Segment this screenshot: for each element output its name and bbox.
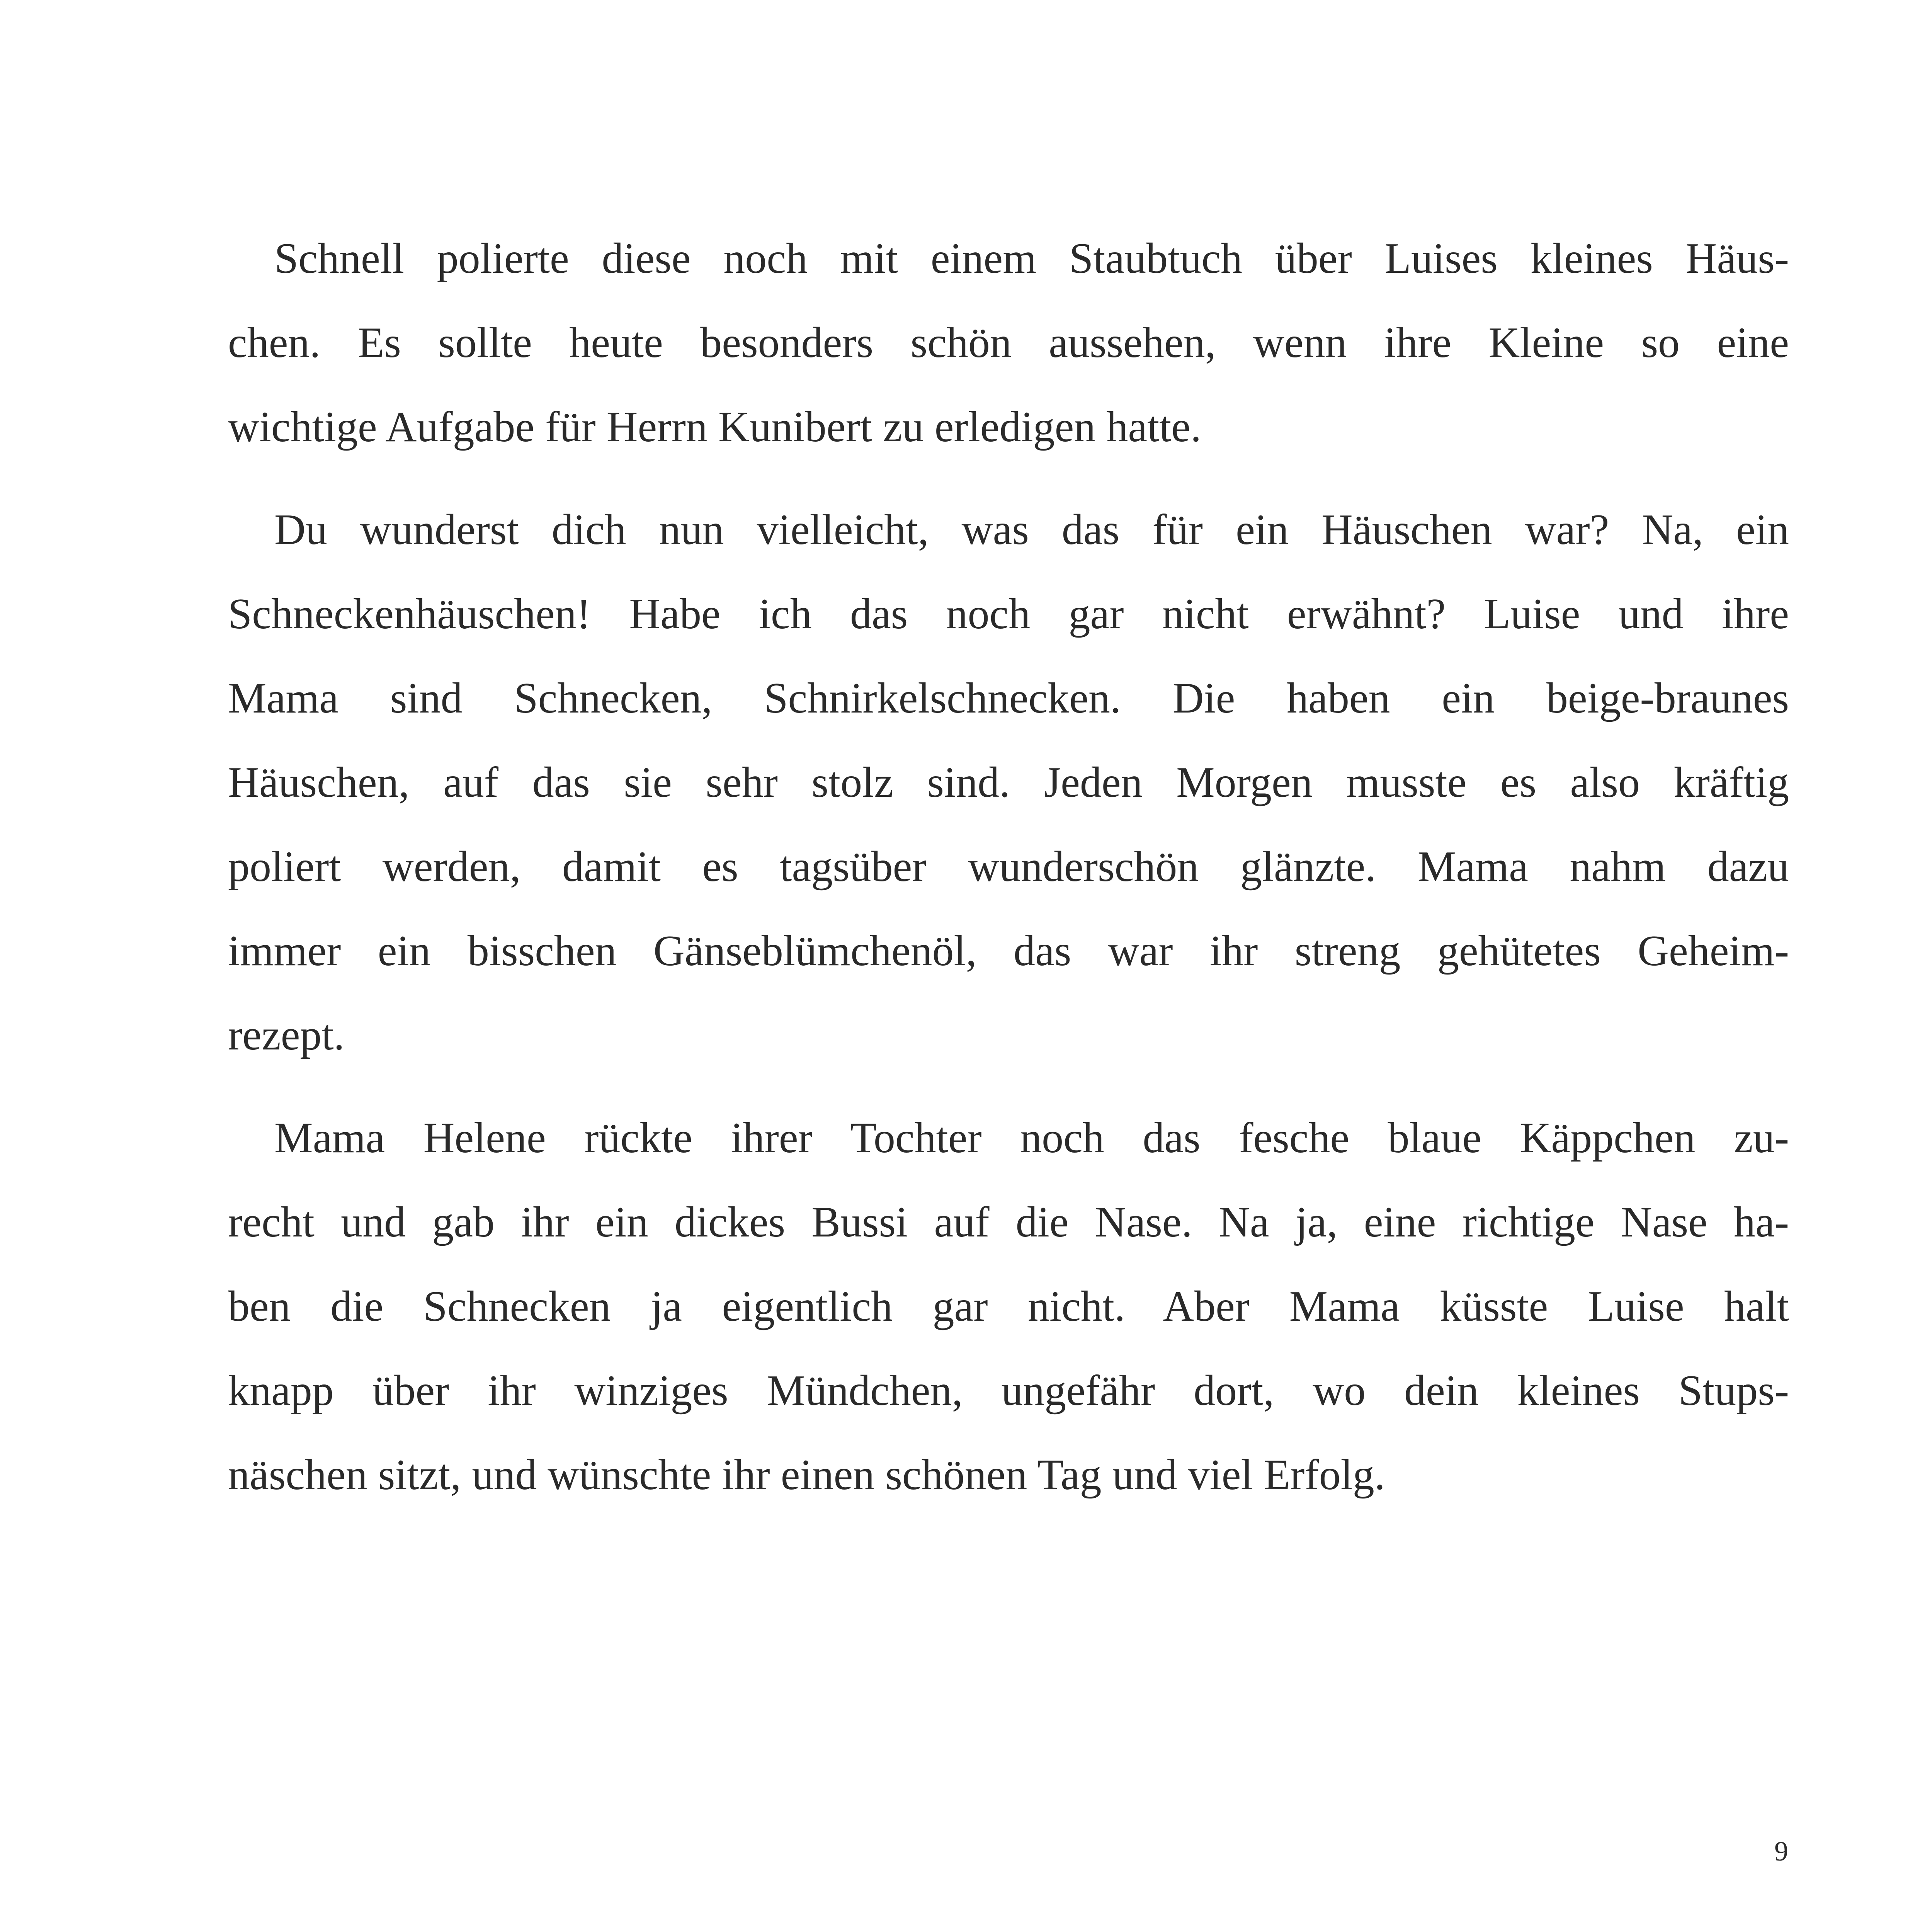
text-line: knapp über ihr winziges Mündchen, ungefähr dort, wo dein kleines Stups-	[228, 1367, 1789, 1415]
text-line: Schneckenhäuschen! Habe ich das noch gar nicht erwähnt? Luise und ihre	[228, 590, 1789, 638]
paragraph-2	[228, 488, 1789, 1077]
text-line: Häuschen, auf das sie sehr stolz sind. Jeden Morgen musste es also kräftig	[228, 759, 1789, 806]
text-line: immer ein bisschen Gänseblümchenöl, das war ihr streng gehütetes Geheim-	[228, 927, 1789, 975]
text-line: wichtige Aufgabe für Herrn Kunibert zu erledigen hatte.	[228, 403, 1202, 451]
text-line: Schnell polierte diese noch mit einem Staubtuch über Luises kleines Häus-	[274, 235, 1789, 282]
text-line: rezept.	[228, 1011, 345, 1059]
text-line: recht und gab ihr ein dickes Bussi auf die Nase. Na ja, eine richtige Nase ha-	[228, 1198, 1789, 1246]
page-number: 9	[1774, 1836, 1788, 1867]
text-line: Du wunderst dich nun vielleicht, was das für ein Häuschen war? Na, ein	[274, 506, 1789, 554]
text-line: Mama Helene rückte ihrer Tochter noch das fesche blaue Käppchen zu-	[274, 1114, 1789, 1162]
text-line: poliert werden, damit es tagsüber wunderschön glänzte. Mama nahm dazu	[228, 843, 1789, 891]
text-line: näschen sitzt, und wünschte ihr einen schönen Tag und viel Erfolg.	[228, 1451, 1385, 1499]
paragraph-3	[228, 1096, 1789, 1517]
paragraph-1	[228, 216, 1789, 469]
body-text	[228, 216, 1789, 1517]
text-line: chen. Es sollte heute besonders schön aussehen, wenn ihre Kleine so eine	[228, 319, 1789, 367]
text-line: Mama sind Schnecken, Schnirkelschnecken. Die haben ein beige-braunes	[228, 674, 1789, 722]
text-line: ben die Schnecken ja eigentlich gar nicht. Aber Mama küsste Luise halt	[228, 1282, 1789, 1330]
